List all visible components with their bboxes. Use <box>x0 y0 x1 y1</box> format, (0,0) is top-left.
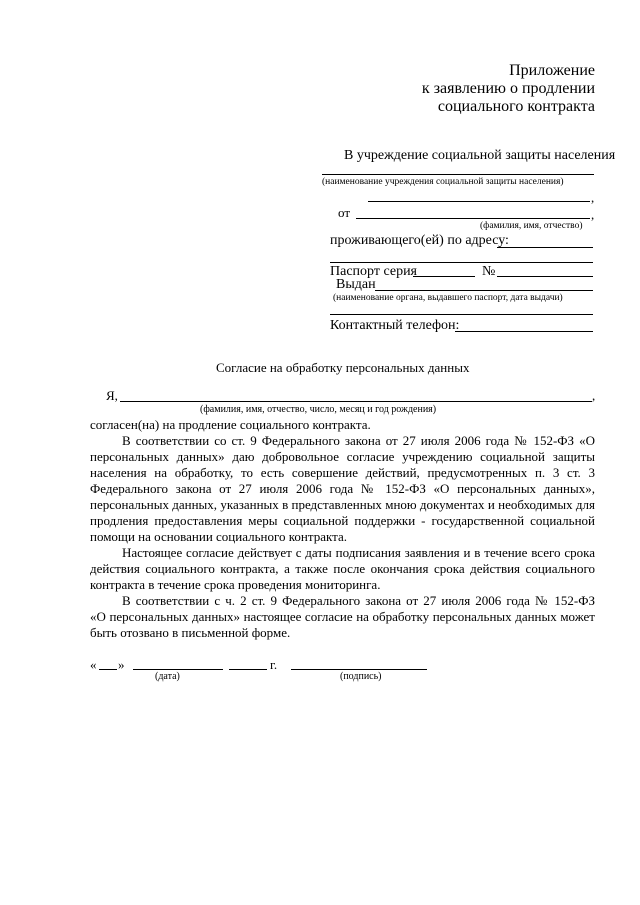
p3-line-3: быть отозвано в письменной форме. <box>90 625 291 640</box>
consent-title: Согласие на обработку персональных данных <box>216 360 470 375</box>
year-suffix: г. <box>270 657 278 672</box>
comma-1: , <box>591 190 595 205</box>
address-line-1[interactable] <box>497 247 593 248</box>
day-line[interactable] <box>99 669 117 670</box>
p3-line-2: «О персональных данных» настоящее согласие на обработку персональных данных может <box>90 609 595 624</box>
p1-line-7: помощи на основании социального контракта. <box>90 529 347 544</box>
person-line[interactable] <box>120 401 592 402</box>
passport-series-line[interactable] <box>413 276 475 277</box>
date-hint: (дата) <box>155 671 180 682</box>
name-hint: (фамилия, имя, отчество) <box>480 221 583 231</box>
issued-line[interactable] <box>375 290 593 291</box>
p1-line-3: населения на обработку, то есть совершение действий, предусмотренных п. 3 ст. 3 <box>90 465 595 480</box>
addressee-to: В учреждение социальной защиты населения <box>344 148 616 163</box>
phone-label: Контактный телефон: <box>330 318 460 333</box>
p2-line-1: Настоящее согласие действует с даты подписания заявления и в течение всего срока <box>122 545 595 560</box>
quote-open: « <box>90 657 97 672</box>
year-line[interactable] <box>229 669 267 670</box>
institution-line-2[interactable] <box>368 201 590 202</box>
comma-3: , <box>592 388 596 403</box>
p1-line-6: продления предоставления меры социальной поддержки - государственной социальной <box>90 513 595 528</box>
appendix-subtitle-2: социального контракта <box>437 98 595 115</box>
institution-line[interactable] <box>322 174 594 175</box>
p1-line-5: персональных данных, указанных в представленных мною документах и необходимых для <box>90 497 595 512</box>
person-hint: (фамилия, имя, отчество, число, месяц и год рождения) <box>200 404 437 415</box>
passport-series-label: Паспорт серия <box>330 264 417 279</box>
p2-line-2: действия социального контракта, а также после окончания срока действия социального <box>90 561 595 576</box>
institution-hint: (наименование учреждения социальной защиты населения) <box>322 177 564 187</box>
p1-line-2: персональных данных» даю добровольное согласие учреждению социальной защиты <box>90 449 595 464</box>
from-label: от <box>338 205 351 220</box>
passport-number-sign: № <box>482 264 496 279</box>
quote-close: » <box>118 657 125 672</box>
appendix-title: Приложение <box>509 62 595 79</box>
passport-number-line[interactable] <box>497 276 593 277</box>
address-label: проживающего(ей) по адресу: <box>330 233 509 248</box>
appendix-subtitle-1: к заявлению о продлении <box>421 80 595 97</box>
p3-line-1: В соответствии с ч. 2 ст. 9 Федерального закона от 27 июля 2006 года № 152-ФЗ <box>122 593 595 608</box>
issued-label: Выдан <box>336 277 376 292</box>
p2-line-3: контракта в течение срока проведения мониторинга. <box>90 577 381 592</box>
issuer-hint: (наименование органа, выдавшего паспорт, дата выдачи) <box>333 293 563 303</box>
p1-line-4: Федерального закона от 27 июля 2006 года № 152-ФЗ «О персональных данных», <box>90 481 595 496</box>
p1-line-1: В соответствии со ст. 9 Федерального закона от 27 июля 2006 года № 152-ФЗ «О <box>122 433 595 448</box>
comma-2: , <box>591 207 595 222</box>
i-label: Я, <box>106 388 118 403</box>
applicant-name-line[interactable] <box>356 218 590 219</box>
month-line[interactable] <box>133 669 223 670</box>
phone-line[interactable] <box>455 331 593 332</box>
signature-hint: (подпись) <box>340 671 382 682</box>
signature-line[interactable] <box>291 669 427 670</box>
issuer-line-2[interactable] <box>330 314 593 315</box>
agree-text: согласен(на) на продление социального контракта. <box>90 417 371 432</box>
address-line-2[interactable] <box>330 262 593 263</box>
